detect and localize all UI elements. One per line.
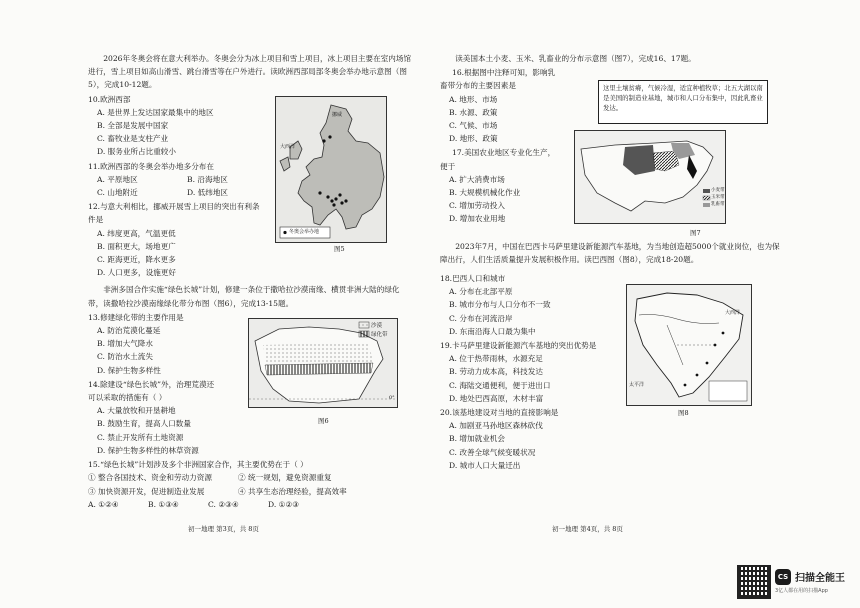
- q12-option-c: C. 距海更近，降水更多: [97, 255, 176, 265]
- question-20: 20.该基地建设对当地的直接影响是: [440, 408, 559, 418]
- q11-option-b: B. 沿海地区: [187, 174, 228, 184]
- question-16-cont: 畜带分布的主要因素是: [440, 81, 516, 91]
- question-17: 17.美国农业地区专业化生产，: [452, 148, 556, 158]
- q13-option-a: A. 防治荒漠化蔓延: [97, 326, 161, 336]
- qr-code-icon: [737, 565, 771, 599]
- fig7-legend-wheat: 小麦带: [711, 188, 725, 193]
- q15-item-4: ④ 共享生态治理经验，提高效率: [238, 486, 347, 496]
- fig8-label-pacific: 太平洋: [629, 382, 645, 388]
- figure-7-us-map: [574, 130, 726, 224]
- q16-option-d: D. 地形、政策: [449, 134, 498, 144]
- q17-option-c: C. 增加劳动投入: [449, 201, 505, 211]
- q14-option-c: C. 禁止开发所有土地资源: [97, 432, 184, 442]
- question-19: 19.卡马萨里建设新能源汽车基地的突出优势是: [440, 341, 597, 351]
- q20-option-c: C. 改善全球气候变暖状况: [449, 447, 536, 457]
- q11-option-a: A. 平原地区: [97, 174, 138, 184]
- intro-paragraph-4: 2023年7月，中国在巴西卡马萨里建设新能源汽车基地，为当地创造超5000个就业岗位，也为保障出行，人们生活质量提升发展积极作用。读巴西图（图8），完成18-20题。: [440, 241, 780, 264]
- right-page-footer: 初一地理 第4页，共 8页: [552, 525, 623, 533]
- q17-option-b: B. 大规模机械化作业: [449, 188, 521, 198]
- q10-option-d: D. 服务业所占比重较小: [97, 147, 176, 157]
- q19-option-c: C. 海陆交通便利，便于进出口: [449, 380, 551, 390]
- q16-option-c: C. 气候、市场: [449, 121, 498, 131]
- question-10: 10.欧洲西部: [88, 94, 131, 104]
- q19-option-d: D. 地处巴西高原，木材丰富: [449, 393, 544, 403]
- q15-option-a: A. ①②④: [88, 499, 119, 509]
- question-15: 15.“绿色长城”计划涉及多个非洲国家合作，其主要优势在于（ ）: [88, 460, 308, 470]
- question-16: 16.根据图中注释可知，影响乳: [452, 68, 556, 78]
- figure-5-caption: 图5: [334, 245, 345, 253]
- q15-option-b: B. ①③④: [148, 499, 179, 509]
- question-17-cont: 便于: [440, 161, 456, 171]
- q13-option-d: D. 保护生物多样性: [97, 365, 161, 375]
- figure-6-sahara-map: [248, 318, 398, 408]
- q16-option-b: B. 水源、政策: [449, 107, 498, 117]
- q15-option-c: C. ②③④: [208, 499, 239, 509]
- intro-paragraph-2: 非洲多国合作实施“绿色长城”计划，修建一条位于撒哈拉沙漠南缘、横贯非洲大陆的绿化带，读撒哈拉沙漠南缘绿化带分布图（图6），完成13-15题。: [88, 285, 400, 308]
- q13-option-c: C. 防治水土流失: [97, 352, 153, 362]
- q19-option-a: A. 位于热带雨林，水源充足: [449, 354, 543, 364]
- scanner-logo-icon: CS: [775, 569, 791, 585]
- fig6-equator-label: 0°: [389, 395, 395, 401]
- figure-7-caption: 图7: [690, 229, 701, 237]
- q10-option-b: B. 全部是发展中国家: [97, 121, 169, 131]
- q18-option-c: C. 分布在河流沿岸: [449, 313, 513, 323]
- intro-paragraph-1: 2026年冬奥会将在意大利举办。冬奥会分为冰上项目和雪上项目，冰上项目主要在室内场馆进行，雪上项目如高山滑雪、跳台滑雪等在户外进行。读欧洲西部局部冬奥会举办地示意图（图5），完成10-12题。: [88, 54, 412, 90]
- scanner-tagline: 3亿人都在用的扫描App: [775, 588, 828, 594]
- question-13: 13.修建绿化带的主要作用是: [88, 312, 184, 322]
- q10-option-c: C. 畜牧业是支柱产业: [97, 134, 169, 144]
- question-12-cont: 件是: [88, 215, 104, 225]
- fig7-legend-corn: 玉米带: [711, 195, 725, 200]
- q13-option-b: B. 增加大气降水: [97, 339, 153, 349]
- fig7-legend-dairy: 乳畜带: [711, 202, 725, 207]
- q14-option-b: B. 鼓励生育，提高人口数量: [97, 419, 191, 429]
- q17-option-a: A. 扩大消费市场: [449, 174, 505, 184]
- fig5-legend: 冬奥会举办地: [289, 229, 320, 235]
- q15-item-2: ② 统一规划，避免资源重复: [238, 473, 332, 483]
- intro-paragraph-3: 读美国本土小麦、玉米、乳畜业的分布示意图（图7），完成16、17题。: [455, 54, 696, 63]
- question-11: 11.欧洲西部的冬奥会举办地多分布在: [88, 161, 214, 171]
- q15-item-3: ③ 加快资源开发，促进制造业发展: [88, 486, 205, 496]
- question-18: 18.巴西人口和城市: [440, 274, 506, 284]
- q16-option-a: A. 地形、市场: [449, 94, 498, 104]
- question-14: 14.除建设“绿色长城”外，治理荒漠还: [88, 379, 215, 389]
- q10-option-a: A. 是世界上发达国家最集中的地区: [97, 107, 214, 117]
- fig5-label-norway: 挪威: [332, 112, 343, 118]
- q19-option-b: B. 劳动力成本高，科技发达: [449, 367, 543, 377]
- left-page-footer: 初一地理 第3页，共 8页: [188, 525, 259, 533]
- q20-option-d: D. 城市人口大量迁出: [449, 460, 521, 470]
- q12-option-a: A. 纬度更高，气温更低: [97, 228, 176, 238]
- fig5-label-atlantic: 大西洋: [280, 144, 296, 150]
- q14-option-a: A. 大量放牧和开垦耕地: [97, 406, 176, 416]
- scanner-brand-name: 扫描全能王: [795, 573, 845, 584]
- q15-option-d: D. ①②③: [268, 499, 300, 509]
- q11-option-c: C. 山地附近: [97, 188, 138, 198]
- question-14-cont: 可以采取的措施有（ ）: [88, 393, 167, 403]
- figure-8-brazil-map: [626, 284, 752, 406]
- q18-option-b: B. 城市分布与人口分布不一致: [449, 300, 551, 310]
- q12-option-d: D. 人口更多，设施更好: [97, 268, 176, 278]
- question-12: 12.与意大利相比，挪威开展雪上项目的突出有利条: [88, 202, 260, 212]
- q20-option-a: A. 加剧亚马孙地区森林砍伐: [449, 421, 543, 431]
- figure-5-europe-map: [275, 96, 387, 243]
- q12-option-b: B. 面积更大，场地更广: [97, 241, 176, 251]
- figure-8-caption: 图8: [678, 409, 689, 417]
- figure-7-note-box: 这里土壤贫瘠，气候冷湿，适宜种植牧草；北五大湖以南是美国的制造业基地，城市和人口分布集中，因此乳畜业发达。: [598, 80, 768, 124]
- q17-option-d: D. 增加农业用地: [449, 214, 506, 224]
- q20-option-b: B. 增加就业机会: [449, 434, 505, 444]
- q18-option-a: A. 分布在北部平原: [449, 287, 513, 297]
- scanner-watermark: [737, 565, 857, 599]
- q11-option-d: D. 低纬地区: [187, 188, 229, 198]
- fig6-legend-greenbelt: 绿化带: [371, 332, 388, 338]
- figure-6-caption: 图6: [318, 417, 329, 425]
- q15-item-1: ① 整合各国技术、资金和劳动力资源: [88, 473, 212, 483]
- q14-option-d: D. 保护生物多样性的林草资源: [97, 445, 199, 455]
- fig8-label-atlantic: 大西洋: [725, 310, 741, 316]
- q18-option-d: D. 东南沿海人口最为集中: [449, 326, 536, 336]
- fig6-legend-desert: 沙漠: [371, 323, 383, 329]
